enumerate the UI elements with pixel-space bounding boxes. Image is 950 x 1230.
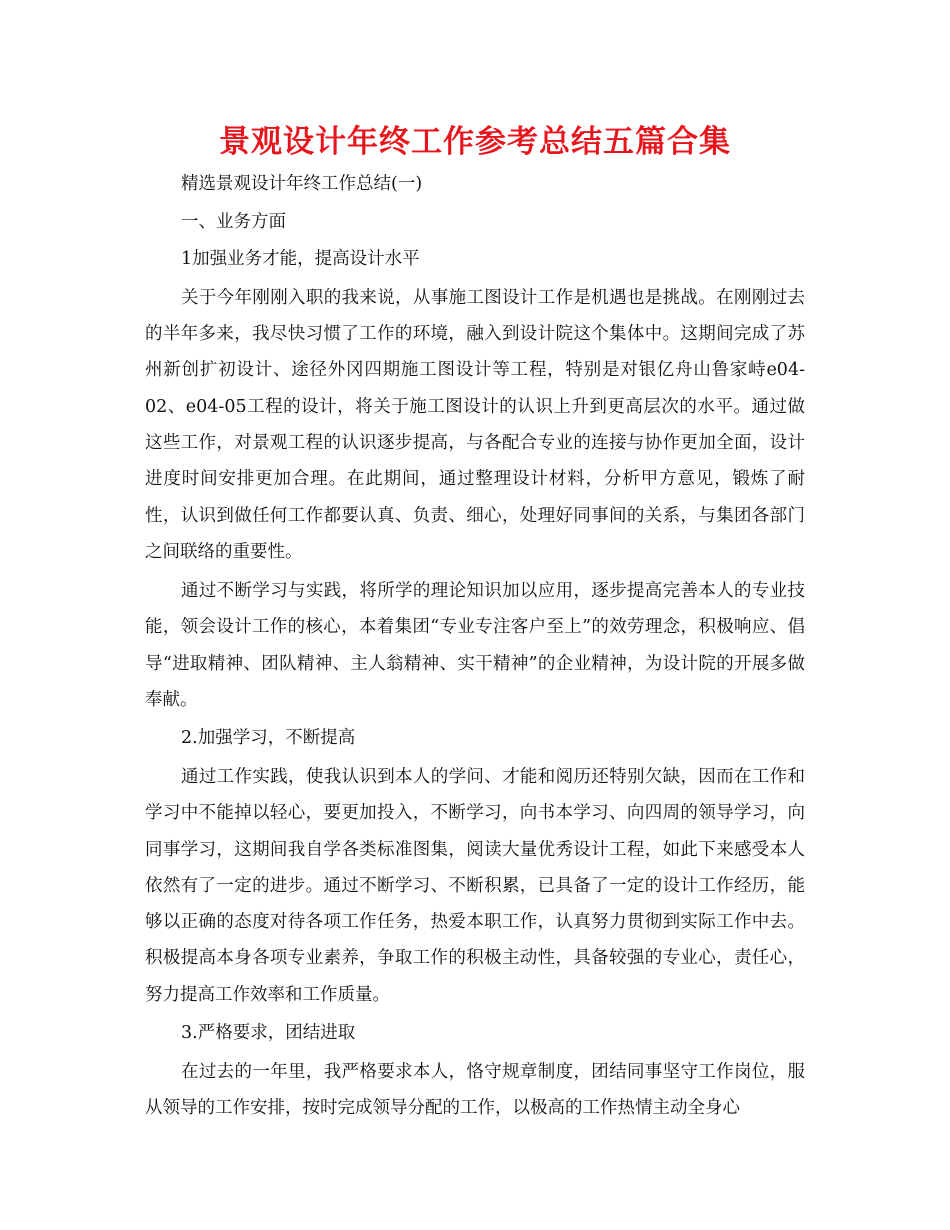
- document-body: [145, 168, 805, 1126]
- section-heading: 精选景观设计年终工作总结(一): [181, 174, 423, 194]
- item-heading: 1加强业务才能，提高设计水平: [181, 249, 420, 270]
- paragraph: 关于今年刚刚入职的我来说，从事施工图设计工作是机遇也是挑战。在刚刚过去的半年多来，我尽快习惯了工作的环境，融入到设计院这个集体中。这期间完成了苏州新创扩初设计、途径外冈四期施工图设计等工程，特别是对银亿舟山鲁家峙e04-02、e04-05工程的设计，将关于施工图设计的认识上升到更高层次的水平。通过做这些工作，对景观工程的认识逐步提高，与各配合专业的连接与协作更加全面，设计进度时间安排更加合理。在此期间，通过整理设计材料，分析甲方意见，锻炼了耐性，认识到做任何工作都要认真、负责、细心，处理好同事间的关系，与集团各部门之间联络的重要性。: [145, 287, 805, 562]
- paragraph: 通过工作实践，使我认识到本人的学问、才能和阅历还特别欠缺，因而在工作和学习中不能掉以轻心，要更加投入，不断学习，向书本学习、向四周的领导学习，向同事学习，这期间我自学各类标准图集，阅读大量优秀设计工程，如此下来感受本人依然有了一定的进步。通过不断学习、不断积累，已具备了一定的设计工作经历，能够以正确的态度对待各项工作任务，热爱本职工作，认真努力贯彻到实际工作中去。积极提高本身各项专业素养，争取工作的积极主动性，具备较强的专业心，责任心，努力提高工作效率和工作质量。: [145, 766, 805, 1005]
- document-title: 景观设计年终工作参考总结五篇合集: [219, 124, 731, 160]
- item-heading: 2.加强学习，不断提高: [181, 728, 356, 749]
- subsection-heading: 一、业务方面: [181, 211, 286, 232]
- item-heading: 3.严格要求，团结进取: [181, 1023, 356, 1044]
- paragraph: 在过去的一年里，我严格要求本人，恪守规章制度，团结同事坚守工作岗位，服从领导的工作安排，按时完成领导分配的工作，以极高的工作热情主动全身心: [145, 1061, 805, 1118]
- paragraph: 通过不断学习与实践，将所学的理论知识加以应用，逐步提高完善本人的专业技能，领会设计工作的核心，本着集团“专业专注客户至上”的效劳理念，积极响应、倡导“进取精神、团队精神、主人翁精神、实干精神”的企业精神，为设计院的开展多做奉献。: [145, 581, 805, 711]
